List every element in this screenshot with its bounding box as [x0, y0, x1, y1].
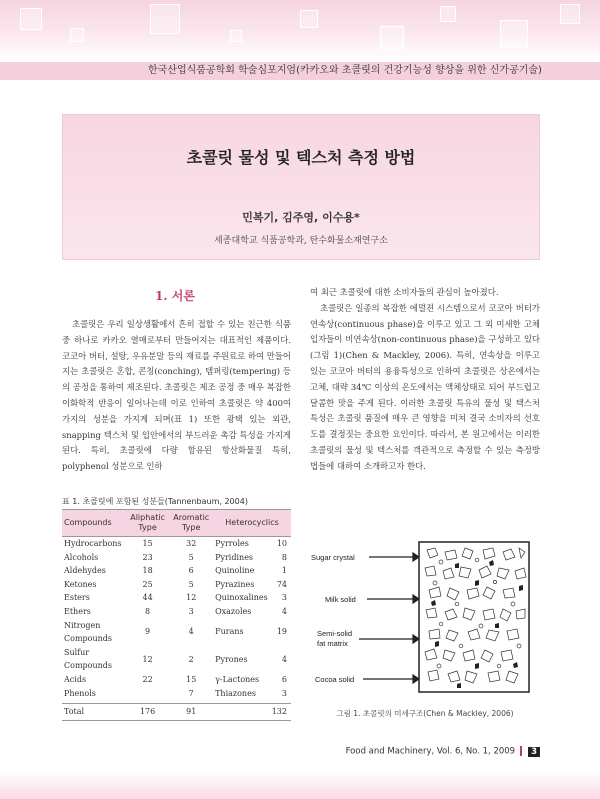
page-number: 3: [528, 747, 540, 757]
table-cell: Ketones: [64, 579, 97, 589]
table-cell: 15: [142, 539, 153, 548]
running-header: 한국산업식품공학회 학술심포지엄(카카오와 초콜릿의 건강기능성 향상을 위한 신가공기술): [0, 62, 600, 80]
table-cell: 74: [276, 579, 287, 589]
table-header-heterocyclics: Heterocyclics: [213, 510, 291, 537]
journal-citation: Food and Machinery, Vol. 6, No. 1, 2009: [345, 746, 516, 757]
intro-paragraph-continued: 여 최근 초콜릿에 대한 소비자들의 관심이 높아졌다.: [310, 287, 499, 297]
table-cell: 12: [142, 654, 153, 664]
table-header-aromatic: Aromatic Type: [169, 510, 213, 537]
footer-divider: [520, 746, 522, 756]
table-cell: 6: [188, 566, 194, 576]
table-cell: 18: [142, 566, 153, 576]
table-cell: 22: [142, 674, 153, 684]
table-cell: 25: [142, 579, 153, 589]
table-cell: Esters: [64, 593, 90, 603]
table-cell: Quinoline: [215, 566, 255, 576]
table-cell: 9: [145, 627, 151, 637]
table-cell: 10: [276, 539, 287, 548]
table-header-aliphatic: Aliphatic Type: [126, 510, 170, 537]
table-cell: Pyrroles: [215, 539, 249, 548]
table-cell: γ-Lactones: [215, 674, 260, 684]
table-cell: 23: [142, 552, 153, 562]
table-cell: Total: [62, 704, 126, 721]
table-cell: 8: [145, 606, 151, 616]
table-cell: 15: [186, 674, 197, 684]
label-fat-matrix-line1: Semi-solid: [317, 629, 353, 638]
table-cell: 19: [276, 627, 287, 637]
table-total-row: [62, 704, 291, 721]
table-cell: 12: [186, 593, 197, 603]
label-fat-matrix-line2: fat matrix: [317, 639, 348, 648]
table-cell: 8: [281, 552, 287, 562]
section-heading: 1. 서론: [155, 289, 195, 303]
intro-paragraph-2: 초콜릿은 일종의 복잡한 에멀젼 시스템으로서 코코아 버터가 연속상(continuous phase)을 이루고 있고 그 외 미세한 고체 입자들이 비연속상(non-continuous phase)을 구성하고 있다(그림 1)(Chen & Mackley, 2006). 특히, 연속상을 이루고 있는 코코아 버터의 용융특성으로 인하여 초콜릿은 상온에서는 고체, 대략 34℃ 이상의 온도에서는 액체상태로 되어 부드럽고 달콤한 맛을 주게 된다. 이러한 초콜릿 특유의 물성 및 텍스처 특성은 초콜릿 품질에 매우 큰 영향을 미쳐 결국 소비자의 선호도를 결정짓는 중요한 요인이다. 따라서, 본 원고에서는 이러한 초콜릿의 물성 및 텍스처를 객관적으로 측정할 수 있는 측정방법들에 대하여 소개하고자 한다.: [310, 302, 540, 471]
table-cell: Furans: [215, 627, 244, 637]
intro-paragraph-left: 초콜릿은 우리 일상생활에서 흔히 접할 수 있는 친근한 식품 중 하나로 카카오 열매로부터 만들어지는 대표적인 제품이다. 코코아 버터, 설탕, 우유분말 등의 재료를 주원료로 하여 만들어지는 초콜릿은 혼합, 콘칭(conching), 템퍼링(tempering) 등의 공정을 통하여 제조된다. 초콜릿은 제조 공정 중 매우 복잡한 이화학적 반응이 일어나는데 이로 인하여 초콜릿은 약 400여 가지의 성분을 가지게 되며(표 1) 또한 광택 있는 외관, snapping 텍스처 및 입안에서의 부드러운 촉감 특성을 가지게 된다. 특히, 초콜릿에 다량 함유된 항산화물질 특히, polyphenol 성분으로 인하: [62, 319, 291, 472]
table-cell: 1: [281, 566, 287, 576]
table-cell: Pyridines: [215, 552, 254, 562]
fig-labels: [311, 553, 356, 684]
intro-column-right: [310, 285, 540, 475]
table-cell: 32: [186, 539, 197, 548]
table-cell: 5: [188, 552, 194, 562]
table-row: [62, 619, 291, 646]
table-cell: Ethers: [64, 606, 91, 616]
table-cell: Phenols: [64, 688, 96, 698]
table-cell: [213, 704, 270, 721]
page-footer: [330, 746, 540, 757]
table-row: [62, 578, 291, 592]
table-cell: Thiazones: [215, 688, 256, 698]
table-cell: Pyrazines: [215, 579, 255, 589]
table-row: [62, 673, 291, 687]
table-cell: 4: [281, 654, 287, 664]
paper-title: 초콜릿 물성 및 텍스처 측정 방법: [186, 148, 416, 167]
header-decoration: [0, 0, 600, 60]
table-row: [62, 687, 291, 704]
table-cell: Hydrocarbons: [64, 539, 122, 548]
table-row: [62, 646, 291, 673]
compounds-table: [62, 509, 291, 721]
table-cell: 2: [188, 654, 194, 664]
table-cell: 4: [281, 606, 287, 616]
label-sugar-crystal: Sugar crystal: [311, 553, 355, 562]
table-cell: [126, 687, 170, 704]
figure-caption: 그림 1. 초콜릿의 미세구조(Chen & Mackley, 2006): [336, 709, 514, 718]
table-cell: 44: [142, 593, 153, 603]
table-cell: 3: [281, 593, 287, 603]
label-milk-solid: Milk solid: [325, 595, 356, 604]
fig-arrows: [359, 553, 419, 683]
chocolate-microstructure-figure: [305, 538, 535, 700]
table-cell: Pyrones: [215, 654, 248, 664]
table-cell: Nitrogen Compounds: [64, 620, 112, 644]
table-cell: 176: [126, 704, 170, 721]
table-cell: 3: [188, 606, 194, 616]
table-cell: 132: [270, 704, 291, 721]
table-cell: 91: [169, 704, 213, 721]
affiliation: 세종대학교 식품공학과, 탄수화물소재연구소: [214, 236, 388, 246]
table-row: [62, 551, 291, 565]
table-cell: Aldehydes: [64, 566, 106, 576]
table-caption: 표 1. 초콜릿에 포함된 성분들(Tannenbaum, 2004): [62, 497, 248, 506]
footer-decoration: [0, 770, 600, 799]
authors: 민복기, 김주영, 이수용*: [242, 211, 360, 224]
table-cell: 7: [188, 688, 194, 698]
table-row: [62, 605, 291, 619]
table-cell: 6: [281, 674, 287, 684]
table-cell: Oxazoles: [215, 606, 252, 616]
table-header-compounds: Compounds: [62, 510, 126, 537]
label-cocoa-solid: Cocoa solid: [315, 675, 355, 684]
table-cell: 3: [281, 688, 287, 698]
table-cell: Alcohols: [64, 552, 99, 562]
table-row: [62, 564, 291, 578]
table-cell: 5: [188, 579, 194, 589]
table-cell: 4: [188, 627, 194, 637]
table-cell: Acids: [64, 674, 87, 684]
table-row: [62, 537, 291, 551]
title-box: [62, 114, 540, 260]
table-cell: Quinoxalines: [215, 593, 268, 603]
table-cell: Sulfur Compounds: [64, 647, 112, 671]
table-row: [62, 591, 291, 605]
